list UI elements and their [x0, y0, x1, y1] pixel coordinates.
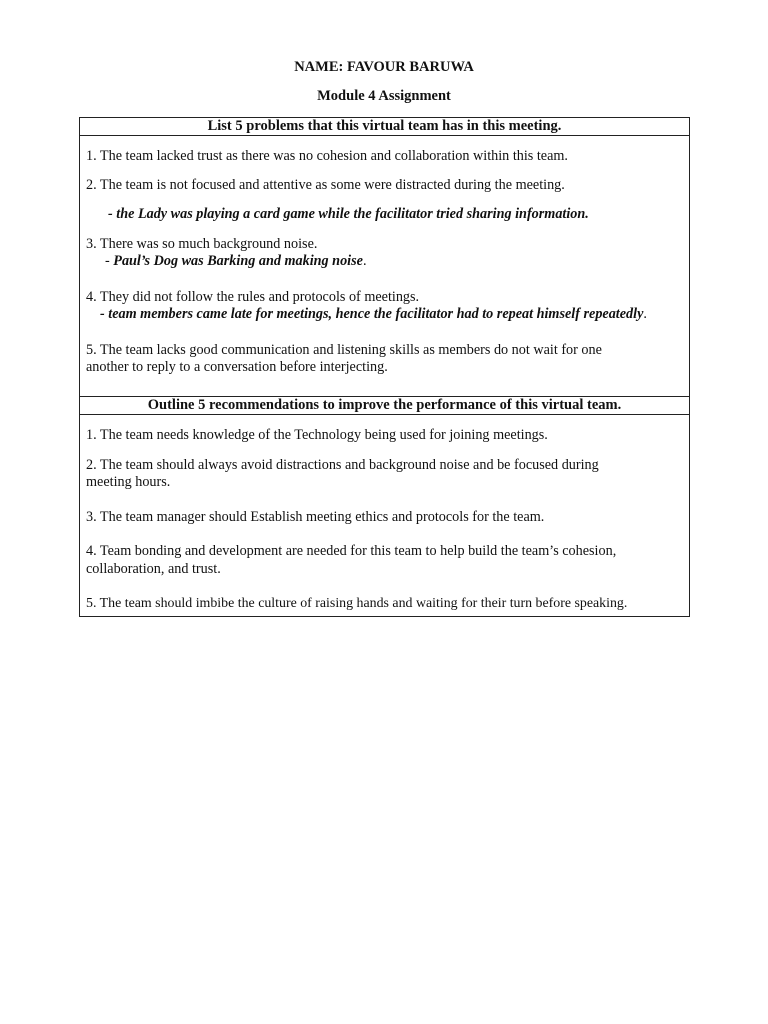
- problem-item-5: 5. The team lacks good communication and listening skills as members do not wait for one another to reply to a conversation before interjecting.: [86, 341, 602, 375]
- problem-item-3-note-prefix: -: [105, 253, 114, 269]
- problem-item-2: 2. The team is not focused and attentive as some were distracted during the meeting.: [86, 176, 565, 193]
- problem-item-3: 3. There was so much background noise.: [86, 235, 318, 252]
- problem-item-4-note: [86, 306, 684, 324]
- problems-heading: List 5 problems that this virtual team has in this meeting.: [80, 118, 689, 136]
- problem-item-4: 4. They did not follow the rules and protocols of meetings.: [86, 288, 420, 305]
- student-name-heading: NAME: FAVOUR BARUWA: [294, 59, 474, 75]
- problem-item-3-note-text: Paul’s Dog was Barking and making noise: [113, 253, 363, 269]
- problem-item-3-note-suffix: .: [362, 253, 367, 269]
- module-title: Module 4 Assignment: [317, 88, 451, 104]
- problem-item-2-note: - the Lady was playing a card game while the facilitator tried sharing information.: [108, 206, 589, 222]
- problem-item-4-note-text: - team members came late for meetings, hence the facilitator had to repeat himself repeatedly: [100, 306, 644, 322]
- problem-item-3-note: [86, 253, 684, 271]
- problems-section: [80, 136, 689, 397]
- recommendation-item-2: 2. The team should always avoid distractions and background noise and be focused during meeting hours.: [86, 456, 599, 490]
- recommendations-section: [80, 415, 689, 616]
- recommendations-heading: Outline 5 recommendations to improve the performance of this virtual team.: [80, 397, 689, 415]
- recommendation-item-5: 5. The team should imbibe the culture of raising hands and waiting for their turn before speaking.: [86, 596, 628, 611]
- recommendation-item-1: 1. The team needs knowledge of the Technology being used for joining meetings.: [86, 427, 548, 443]
- problem-item-4-note-suffix: .: [643, 306, 647, 322]
- recommendation-item-3: 3. The team manager should Establish meeting ethics and protocols for the team.: [86, 508, 545, 525]
- recommendation-item-4: 4. Team bonding and development are needed for this team to help build the team’s cohesion, collaboration, and trust.: [86, 543, 617, 577]
- assignment-table: [79, 117, 690, 617]
- problem-item-1: 1. The team lacked trust as there was no cohesion and collaboration within this team.: [86, 148, 568, 164]
